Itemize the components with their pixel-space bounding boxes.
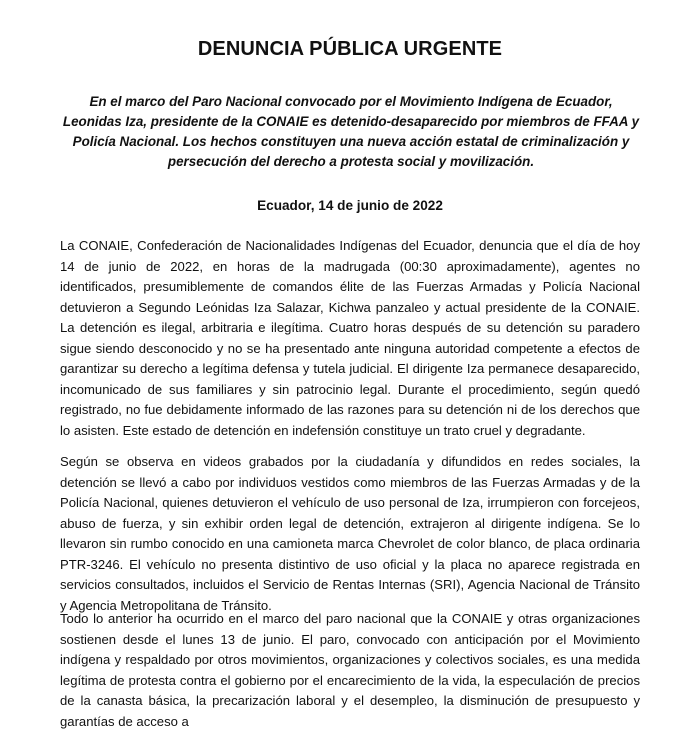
document-dateline: Ecuador, 14 de junio de 2022	[257, 198, 443, 213]
body-paragraph: Según se observa en videos grabados por la ciudadanía y difundidos en redes sociales, la detención se llevó a cabo por individuos vestidos como miembros de las Fuerzas Armadas y de la Policía Nacional, quienes detuvieron el vehículo de uso personal de Iza, irrumpieron con forcejeos, abuso de fuerza, y sin exhibir orden legal de detención, extrajeron al dirigente indígena. Se lo llevaron sin rumbo conocido en una camioneta marca Chevrolet de color blanco, de placa ordinaria PTR-3246. El vehículo no presenta distintivo de uso oficial y la placa no aparece registrada en servicios consultados, incluidos el Servicio de Rentas Internas (SRI), Agencia Nacional de Tránsito y Agencia Metropolitana de Tránsito.	[60, 454, 640, 613]
document-title: DENUNCIA PÚBLICA URGENTE	[197, 38, 503, 60]
body-paragraph: La CONAIE, Confederación de Nacionalidades Indígenas del Ecuador, denuncia que el día de hoy 14 de junio de 2022, en horas de la madrugada (00:30 aproximadamente), agentes no identificados, presumiblemente de comandos élite de las Fuerzas Armadas y Policía Nacional detuvieron a Segundo Leónidas Iza Salazar, Kichwa panzaleo y actual presidente de la CONAIE. La detención es ilegal, arbitraria e ilegítima. Cuatro horas después de su detención su paradero sigue siendo desconocido y no se ha presentado ante ninguna autoridad competente a efectos de garantizar su derecho a legítima defensa y tutela judicial. El dirigente Iza permanece desaparecido, incomunicado de sus familiares y sin patrocinio legal. Durante el procedimiento, según quedó registrado, no fue debidamente informado de las razones para su detención ni de los derechos que lo asisten. Este estado de detención en indefensión constituye un trato cruel y degradante.	[60, 238, 640, 438]
body-paragraph: Todo lo anterior ha ocurrido en el marco del paro nacional que la CONAIE y otras organizaciones sostienen desde el lunes 13 de junio. El paro, convocado con anticipación por el Movimiento indígena y respaldado por otros movimientos, organizaciones y colectivos sociales, es una medida legítima de protesta contra el gobierno por el encarecimiento de la vida, la especulación de precios de la canasta básica, la precarización laboral y el desempleo, la disminución de presupuesto y garantías de acceso a	[60, 611, 640, 729]
document-intro: En el marco del Paro Nacional convocado por el Movimiento Indígena de Ecuador, Leonidas Iza, presidente de la CONAIE es detenido-desaparecido por miembros de FFAA y Policía Nacional. Los hechos constituyen una nueva acción estatal de criminalización y persecución del derecho a protesta social y movilización.	[62, 94, 640, 169]
